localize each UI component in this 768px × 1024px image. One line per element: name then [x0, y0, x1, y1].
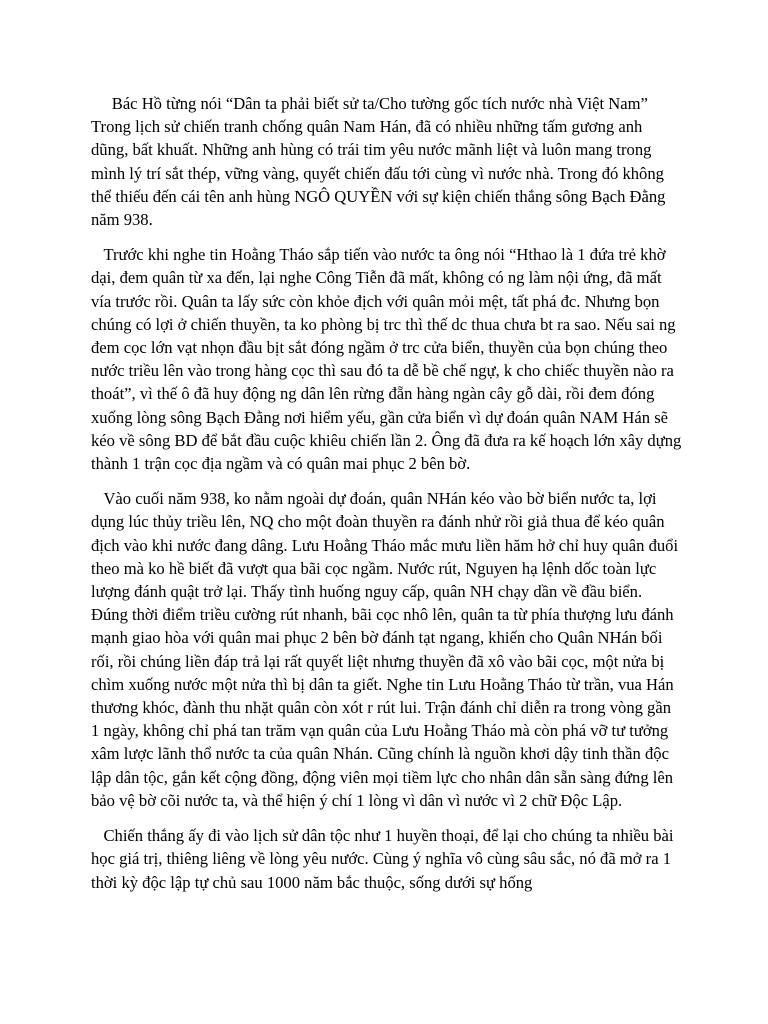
paragraph-intro: Bác Hồ từng nói “Dân ta phải biết sử ta/Cho tường gốc tích nước nhà Việt Nam” Trong lịch sử chiến tranh chống quân Nam Hán, đã có nhiều những tấm gương anh dũng, bất khuất. Những anh hùng có trái tim yêu nước mãnh liệt và luôn mang trong mình lý trí sắt thép, vững vàng, quyết chiến đấu tới cùng vì nước nhà. Trong đó không thể thiếu đến cái tên anh hùng NGÔ QUYỀN với sự kiện chiến thắng sông Bạch Đằng năm 938. — [91, 94, 670, 230]
paragraph-preparation: Trước khi nghe tin Hoằng Tháo sắp tiến vào nước ta ông nói “Hthao là 1 đứa trẻ khờ dại, đem quân từ xa đến, lại nghe Công Tiễn đã mất, không có ng làm nội ứng, đã mất vía trước rồi. Quân ta lấy sức còn khỏe địch với quân mỏi mệt, tất phá đc. Nhưng bọn chúng có lợi ở chiến thuyền, ta ko phòng bị trc thì thế dc thua chưa bt ra sao. Nếu sai ng đem cọc lớn vạt nhọn đầu bịt sắt đóng ngầm ở trc cửa biển, thuyền của bọn chúng theo nước triều lên vào trong hàng cọc thì sau đó ta dễ bề chế ngự, k cho chiếc thuyền nào ra thoát”, vì thế ô đã huy động ng dân lên rừng đẵn hàng ngàn cây gỗ dài, rồi đem đóng xuống lòng sông Bạch Đằng nơi hiểm yếu, gần cửa biển vì dự đoán quân NAM Hán sẽ kéo về sông BD để bắt đầu cuộc khiêu chiến lần 2. Ông đã đưa ra kế hoạch lớn xây dựng thành 1 trận cọc địa ngầm và có quân mai phục 2 bên bờ. — [91, 245, 686, 474]
paragraph-significance: Chiến thắng ấy đi vào lịch sử dân tộc như 1 huyền thoại, để lại cho chúng ta nhiều bài học giá trị, thiêng liêng về lòng yêu nước. Cùng ý nghĩa vô cùng sâu sắc, nó đã mở ra 1 thời kỳ độc lập tự chủ sau 1000 năm bắc thuộc, sống dưới sự hống — [91, 826, 678, 892]
document-body — [91, 92, 686, 906]
paragraph-battle: Vào cuối năm 938, ko nằm ngoài dự đoán, quân NHán kéo vào bờ biển nước ta, lợi dụng lúc thủy triều lên, NQ cho một đoàn thuyền ra đánh nhử rồi giả thua để kéo quân địch vào khi nước đang dâng. Lưu Hoằng Tháo mắc mưu liền hăm hở chỉ huy quân đuổi theo mà ko hề biết đã vượt qua bãi cọc ngầm. Nước rút, Nguyen hạ lệnh dốc toàn lực lượng đánh quật trở lại. Thấy tình huống nguy cấp, quân NH chạy dần về đầu biển. Đúng thời điểm triều cường rút nhanh, bãi cọc nhô lên, quân ta từ phía thượng lưu đánh mạnh giao hòa với quân mai phục 2 bên bờ đánh tạt ngang, khiến cho Quân NHán bối rối, rồi chúng liền đáp trả lại rất quyết liệt nhưng thuyền đã xô vào bãi cọc, một nửa bị chìm xuống nước một nửa thì bị dân ta giết. Nghe tin Lưu Hoằng Tháo từ trần, vua Hán thương khóc, đành thu nhặt quân còn xót r rút lui. Trận đánh chỉ diễn ra trong vòng gần 1 ngày, không chỉ phá tan trăm vạn quân của Lưu Hoằng Tháo mà còn phá vỡ tư tưởng xâm lược lãnh thổ nước ta của quân Nhán. Cũng chính là nguồn khơi dậy tinh thần độc lập dân tộc, gắn kết cộng đồng, động viên mọi tiềm lực cho nhân dân sẵn sàng đứng lên bảo vệ bờ cõi nước ta, và thể hiện ý chí 1 lòng vì dân vì nước vì 2 chữ Độc Lập. — [91, 489, 683, 810]
